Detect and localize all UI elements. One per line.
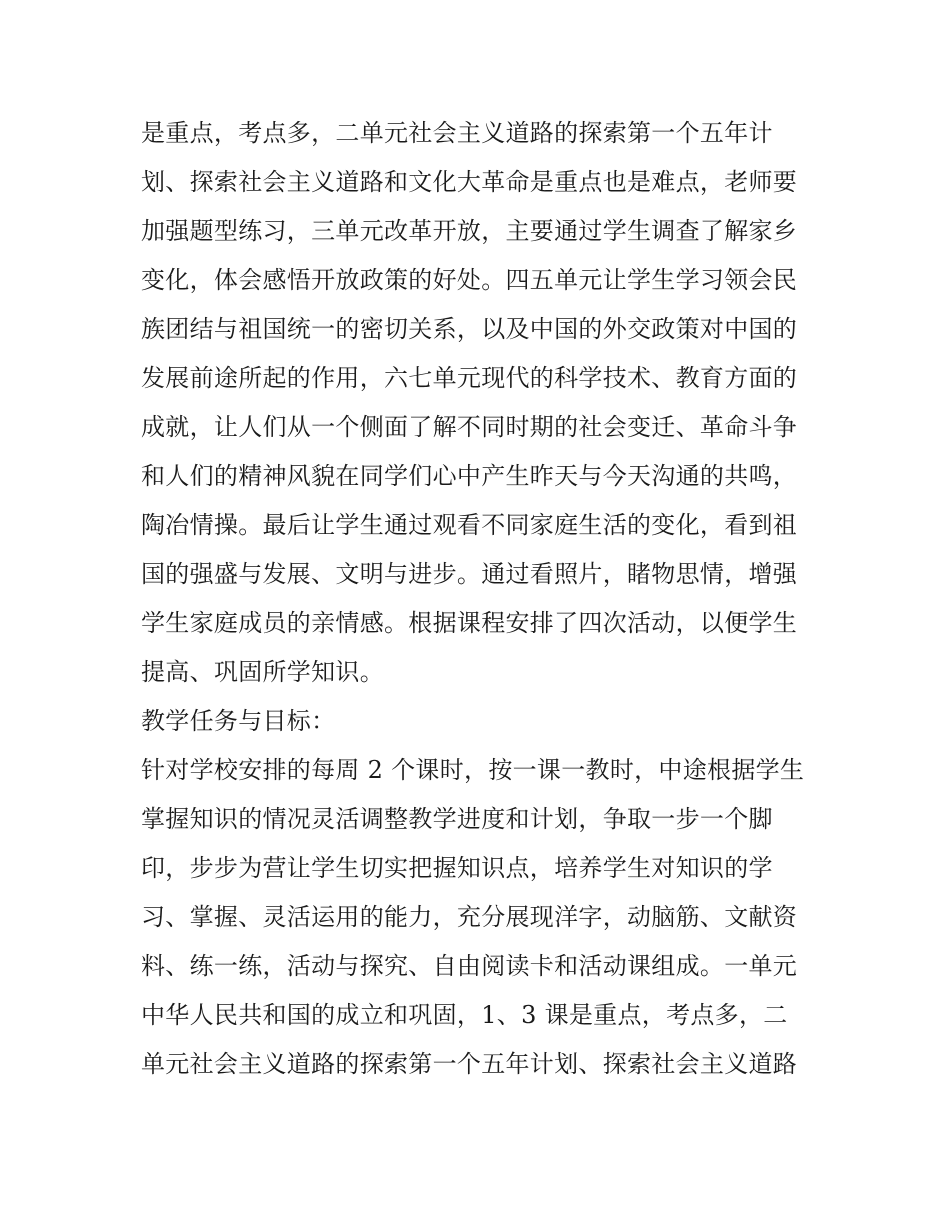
text-line: 学生家庭成员的亲情感。根据课程安排了四次活动，以便学生: [141, 609, 798, 637]
text-line: 加强题型练习，三单元改革开放，主要通过学生调查了解家乡: [141, 217, 798, 245]
text-line: 提高、巩固所学知识。: [141, 658, 384, 686]
text-line: 发展前途所起的作用，六七单元现代的科学技术、教育方面的: [141, 364, 798, 392]
text-line: 和人们的精神风貌在同学们心中产生昨天与今天沟通的共鸣，: [141, 462, 798, 490]
text-line: 料、练一练，活动与探究、自由阅读卡和活动课组成。一单元: [141, 952, 798, 980]
text-line: 中华人民共和国的成立和巩固，1、3 课是重点，考点多，二: [141, 1001, 788, 1029]
text-line: 针对学校安排的每周 2 个课时，按一课一教时，中途根据学生: [141, 756, 805, 784]
text-line: 习、掌握、灵活运用的能力，充分展现洋字，动脑筋、文献资: [141, 903, 798, 931]
body-text: [141, 109, 841, 1089]
text-line: 陶冶情操。最后让学生通过观看不同家庭生活的变化，看到祖: [141, 511, 798, 539]
text-line: 划、探索社会主义道路和文化大革命是重点也是难点，老师要: [141, 168, 798, 196]
text-line: 掌握知识的情况灵活调整教学进度和计划，争取一步一个脚: [141, 805, 773, 833]
section-heading: 教学任务与目标：: [141, 707, 336, 735]
text-line: 国的强盛与发展、文明与进步。通过看照片，睹物思情，增强: [141, 560, 798, 588]
text-line: 印，步步为营让学生切实把握知识点，培养学生对知识的学: [141, 854, 773, 882]
text-line: 单元社会主义道路的探索第一个五年计划、探索社会主义道路: [141, 1050, 798, 1078]
text-line: 族团结与祖国统一的密切关系，以及中国的外交政策对中国的: [141, 315, 798, 343]
text-line: 是重点，考点多，二单元社会主义道路的探索第一个五年计: [141, 119, 773, 147]
text-line: 成就，让人们从一个侧面了解不同时期的社会变迁、革命斗争: [141, 413, 798, 441]
text-line: 变化，体会感悟开放政策的好处。四五单元让学生学习领会民: [141, 266, 798, 294]
